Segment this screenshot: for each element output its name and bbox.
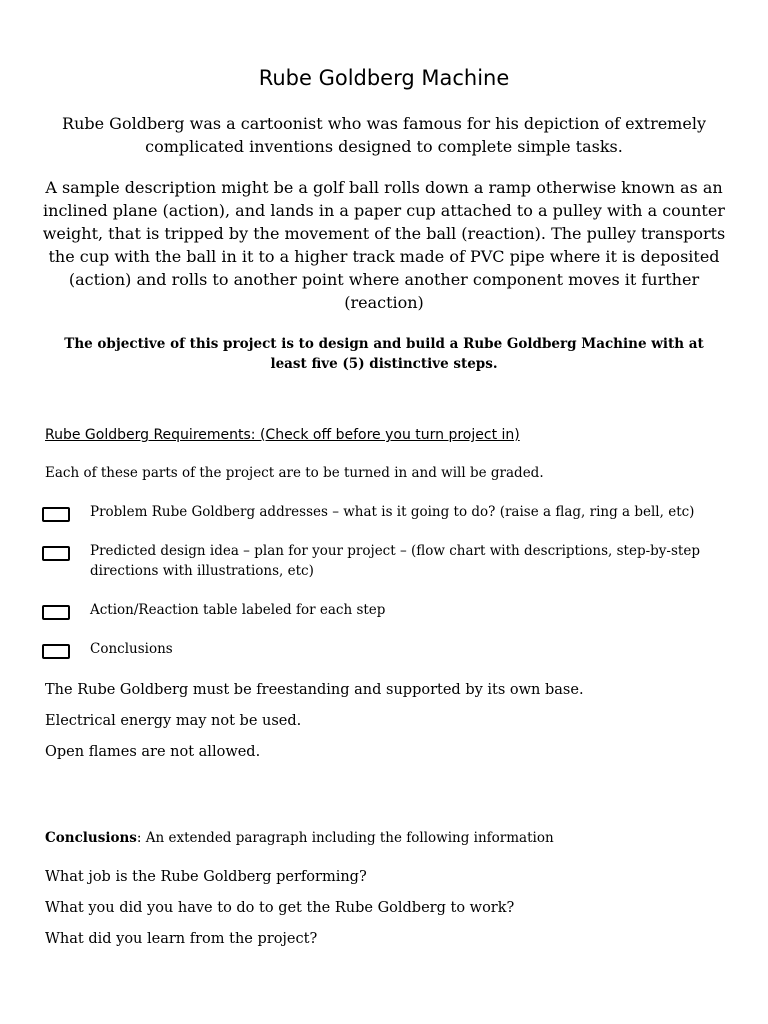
checklist-item-label: Problem Rube Goldberg addresses – what is it going to do? (raise a flag, ring a bell, etc) [90,504,695,520]
checklist-item-label: Predicted design idea – plan for your project – (flow chart with descriptions, step-by-step directions with illustrations, etc) [90,543,700,579]
conclusions-description [45,828,554,848]
checkbox[interactable] [42,507,70,522]
checkbox[interactable] [42,605,70,620]
question-job: What job is the Rube Goldberg performing? [45,869,367,885]
requirements-heading: Rube Goldberg Requirements: (Check off before you turn project in) [45,427,520,443]
checklist-item-label: Action/Reaction table labeled for each step [90,602,386,618]
rule-no-flames: Open flames are not allowed. [45,744,261,760]
checkbox[interactable] [42,546,70,561]
conclusions-label: Conclusions [45,830,137,846]
objective-statement: The objective of this project is to design and build a Rube Goldberg Machine with at least five (5) distinctive steps. [64,336,704,372]
question-work: What you did you have to do to get the Rube Goldberg to work? [45,900,515,916]
question-learn: What did you learn from the project? [45,931,318,947]
intro-paragraph-2: A sample description might be a golf ball rolls down a ramp otherwise known as an inclined plane (action), and lands in a paper cup attached to a pulley with a counter weight, that is tripped by the movement of the ball (reaction). The pulley transports the cup with the ball in it to a higher track made of PVC pipe where it is deposited (action) and rolls to another point where another component moves it further (reaction) [42,178,726,312]
intro-paragraph-1: Rube Goldberg was a cartoonist who was famous for his depiction of extremely complicated inventions designed to complete simple tasks. [62,114,706,156]
conclusions-text: : An extended paragraph including the following information [136,830,554,846]
page-title: Rube Goldberg Machine [258,66,510,90]
checklist-item-label: Conclusions [90,641,173,657]
rule-no-electrical: Electrical energy may not be used. [45,713,302,729]
checkbox[interactable] [42,644,70,659]
parts-note: Each of these parts of the project are to be turned in and will be graded. [45,465,544,481]
rule-freestanding: The Rube Goldberg must be freestanding and supported by its own base. [45,682,584,698]
